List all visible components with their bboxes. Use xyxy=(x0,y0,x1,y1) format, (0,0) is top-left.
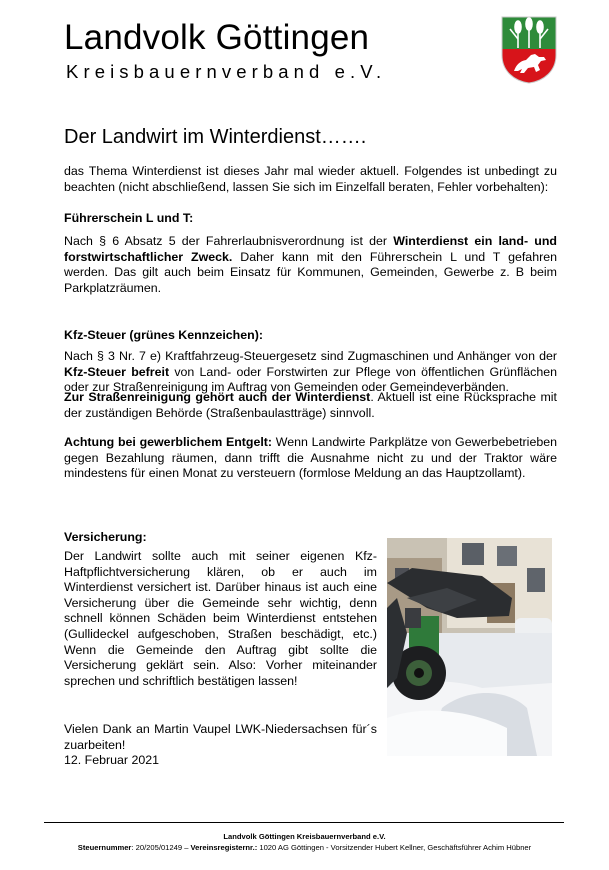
footer-organization: Landvolk Göttingen Kreisbauernverband e.V. xyxy=(223,832,386,841)
tractor-front-loader-snow-photo xyxy=(387,538,552,756)
date-text: 12. Februar 2021 xyxy=(64,753,160,767)
tax-paragraph-2 xyxy=(64,390,557,421)
organization-subtitle: Kreisbauernverband e.V. xyxy=(66,61,387,82)
tax-winter-bold: Zur Straßenreinigung gehört auch der Winterdienst xyxy=(64,390,371,404)
license-paragraph xyxy=(64,234,557,296)
footer-reg-value: 1020 AG Göttingen - Vorsitzender Hubert Kellner, Geschäftsführer Achim Hübner xyxy=(257,843,532,852)
tax-text-bold: Kfz-Steuer befreit xyxy=(64,364,170,379)
page-title: Der Landwirt im Winterdienst……. xyxy=(64,126,367,148)
organization-name: Landvolk Göttingen xyxy=(64,18,370,57)
section-heading-tax: Kfz-Steuer (grünes Kennzeichen): xyxy=(64,328,263,342)
footer-reg-label: Vereinsregisternr.: xyxy=(190,843,258,852)
footer-tax-value: : 20/205/01249 – xyxy=(131,843,191,852)
coat-of-arms-horse-icon xyxy=(500,15,558,85)
intro-paragraph: das Thema Winterdienst ist dieses Jahr mal wieder aktuell. Folgendes ist unbedingt zu beachten (nicht abschließend, lassen Sie sich im Einzelfall beraten, Fehler vorbehalten): xyxy=(64,164,557,194)
tax-winter-text: . Aktuell ist eine Rücksprache mit der zuständigen Behörde (Straßenbaulastträge) sinnvoll. xyxy=(64,390,558,420)
license-text-bold: Winterdienst ein land- und forstwirtschaftlicher Zweck. xyxy=(64,234,557,264)
footer-tax-label: Steuernummer xyxy=(77,843,132,852)
insurance-paragraph: Der Landwirt sollte auch mit seiner eigenen Kfz-Haftpflichtversicherung klären, ob er auch im Winterdienst versichert ist. Darüber hinaus ist auch eine Versicherung über die Gemeinde sehr wichtig, denn schnell können Schäden beim Winterdienst entstehen (Gullideckel aufgeschoben, Straßen beschädigt, etc.) Wenn die Gemeinde den Auftrag gibt sollte die Versicherung geklärt sein. Also: Vorher miteinander sprechen und schriftlich bestätigen lassen! xyxy=(64,549,377,688)
tax-paragraph-1 xyxy=(64,349,557,396)
license-text-a: Nach § 6 Absatz 5 der Fahrerlaubnisverordnung ist der xyxy=(64,234,394,248)
section-heading-license: Führerschein L und T: xyxy=(64,211,194,225)
thanks-text: Vielen Dank an Martin Vaupel LWK-Niedersachsen für´s zuarbeiten! xyxy=(64,722,377,752)
license-text-c: Daher kann mit den Führerschein L und T gefahren werden. Das gilt auch beim Einsatz für Kommunen, Gemeinden, Gewerbe z. B beim Parkplatzräumen. xyxy=(64,249,557,295)
tax-warning-text: Wenn Landwirte Parkplätze von Gewerbebetrieben gegen Bezahlung räumen, dann trifft die Ausnahme nicht zu und der Traktor wäre mindestens für einen Monat zu versteuern (formlose Meldung an das Hauptzollamt). xyxy=(64,435,558,481)
tax-text-c: von Land- oder Forstwirten zur Pflege von öffentlichen Grünflächen oder zur Straßenreinigung im Auftrag von Gemeinden oder Gemeindeverbänden. xyxy=(64,364,557,395)
footer-registration xyxy=(0,843,609,853)
section-heading-insurance: Versicherung: xyxy=(64,530,147,544)
footer-divider xyxy=(44,822,564,823)
tax-paragraph-3 xyxy=(64,435,557,482)
tax-text-a: Nach § 3 Nr. 7 e) Kraftfahrzeug-Steuergesetz sind Zugmaschinen und Anhänger von der xyxy=(64,349,557,363)
tax-warning-bold: Achtung bei gewerblichem Entgelt: xyxy=(64,435,273,449)
